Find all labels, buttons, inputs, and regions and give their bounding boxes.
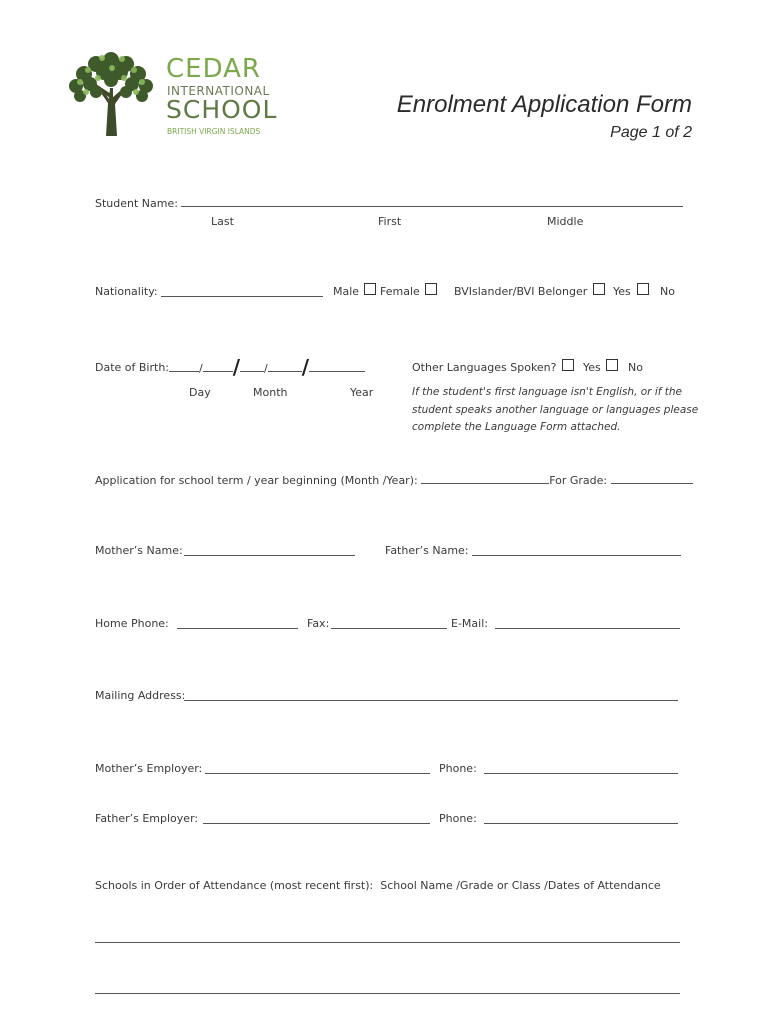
- father-name-label: Father’s Name:: [385, 544, 469, 557]
- dob-slash: /: [232, 355, 241, 379]
- mother-name-field[interactable]: [184, 544, 355, 556]
- father-phone-label: Phone:: [439, 812, 477, 825]
- fax-label: Fax:: [307, 617, 330, 630]
- logo-international: INTERNATIONAL: [167, 84, 270, 98]
- other-lang-no-label: No: [628, 361, 643, 374]
- dob-day-field-2[interactable]: [203, 360, 233, 372]
- student-name-label: Student Name:: [95, 197, 178, 210]
- form-title: Enrolment Application Form: [396, 91, 692, 118]
- schools-columns: School Name /Grade or Class /Dates of Attendance: [380, 879, 661, 892]
- dob-month-field[interactable]: [240, 360, 264, 372]
- dob-month-label: Month: [253, 386, 288, 399]
- female-checkbox[interactable]: [425, 283, 437, 295]
- student-name-field[interactable]: [181, 195, 683, 207]
- email-field[interactable]: [495, 617, 680, 629]
- belonger-label: BVIslander/BVI Belonger: [454, 285, 588, 298]
- logo-cedar: CEDAR: [166, 54, 261, 84]
- mailing-field[interactable]: [184, 689, 678, 701]
- schools-label: Schools in Order of Attendance (most recent first):: [95, 879, 374, 892]
- belonger-no-checkbox[interactable]: [637, 283, 649, 295]
- grade-field[interactable]: [611, 472, 693, 484]
- grade-label: For Grade:: [549, 474, 608, 487]
- mailing-label: Mailing Address:: [95, 689, 186, 702]
- other-lang-no-checkbox[interactable]: [606, 359, 618, 371]
- nationality-field[interactable]: [161, 285, 323, 297]
- application-term-field[interactable]: [421, 472, 549, 484]
- schools-row: [95, 879, 661, 892]
- logo-school: SCHOOL: [166, 95, 278, 124]
- page-number: Page 1 of 2: [610, 124, 692, 141]
- father-name-field[interactable]: [472, 544, 681, 556]
- dob-slash-2: /: [301, 355, 310, 379]
- other-lang-label: Other Languages Spoken?: [412, 361, 557, 374]
- student-name-row: [95, 195, 683, 210]
- fax-field[interactable]: [331, 617, 447, 629]
- application-row: [95, 472, 693, 487]
- school-line-1[interactable]: [95, 931, 680, 943]
- male-checkbox[interactable]: [364, 283, 376, 295]
- dob-month-field-2[interactable]: [268, 360, 302, 372]
- home-phone-field[interactable]: [177, 617, 298, 629]
- nationality-label: Nationality:: [95, 285, 158, 298]
- sub-first: First: [378, 215, 402, 228]
- mother-employer-field[interactable]: [205, 762, 430, 774]
- school-logo: [66, 48, 276, 140]
- mother-phone-field[interactable]: [484, 762, 678, 774]
- belonger-yes-label: Yes: [613, 285, 631, 298]
- home-phone-label: Home Phone:: [95, 617, 169, 630]
- dob-year-field[interactable]: [309, 360, 365, 372]
- dob-year-label: Year: [350, 386, 374, 399]
- mother-name-label: Mother’s Name:: [95, 544, 183, 557]
- dob-day-label: Day: [189, 386, 211, 399]
- dob-day-field[interactable]: [169, 360, 199, 372]
- school-line-2[interactable]: [95, 982, 680, 994]
- father-employer-field[interactable]: [203, 812, 430, 824]
- other-lang-yes-label: Yes: [583, 361, 601, 374]
- mother-employer-label: Mother’s Employer:: [95, 762, 203, 775]
- language-note: If the student's first language isn't English, or if the student speaks another language or languages please complete the Language Form attached.: [412, 386, 699, 433]
- father-phone-field[interactable]: [484, 812, 678, 824]
- sub-middle: Middle: [547, 215, 584, 228]
- father-employer-label: Father’s Employer:: [95, 812, 199, 825]
- belonger-yes-checkbox[interactable]: [593, 283, 605, 295]
- email-label: E-Mail:: [451, 617, 488, 630]
- belonger-no-label: No: [660, 285, 675, 298]
- logo-tagline: BRITISH VIRGIN ISLANDS: [167, 127, 261, 136]
- dob-label: Date of Birth:: [95, 361, 170, 374]
- dob-field[interactable]: / / / /: [169, 355, 365, 379]
- application-label: Application for school term / year beginning (Month /Year):: [95, 474, 418, 487]
- sub-last: Last: [211, 215, 234, 228]
- mother-phone-label: Phone:: [439, 762, 477, 775]
- male-label: Male: [333, 285, 360, 298]
- tree-icon: [66, 48, 156, 138]
- other-lang-yes-checkbox[interactable]: [562, 359, 574, 371]
- female-label: Female: [380, 285, 420, 298]
